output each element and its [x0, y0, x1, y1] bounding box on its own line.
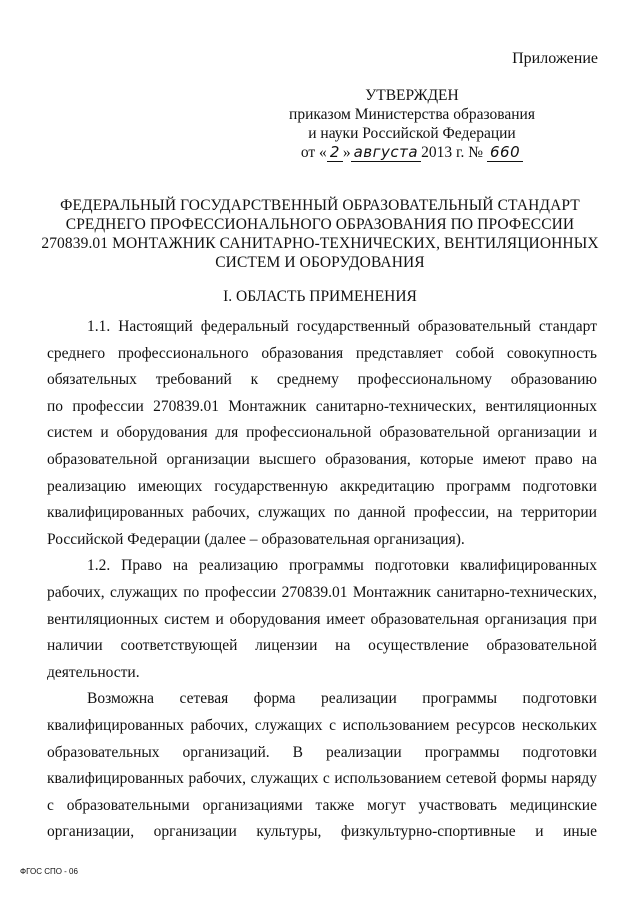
document-title — [38, 196, 602, 272]
section-heading: I. ОБЛАСТЬ ПРИМЕНЕНИЯ — [223, 288, 417, 305]
word: федеральный — [200, 318, 289, 335]
word: медицинские — [509, 796, 597, 814]
word: сетевой — [445, 770, 497, 788]
text-line — [47, 819, 597, 846]
word: право — [534, 450, 573, 468]
text-line — [47, 553, 597, 580]
word: санитарно-технических, — [315, 397, 477, 415]
text-line — [47, 367, 597, 394]
word: организаций. — [182, 743, 270, 761]
word: оборудования — [116, 424, 208, 442]
word: на — [497, 504, 513, 522]
word: наличии — [47, 637, 103, 655]
word: организации — [153, 823, 237, 841]
text-line — [47, 474, 597, 501]
approval-date-line — [282, 143, 542, 162]
word: среднему — [276, 371, 339, 389]
word: Возможна — [87, 690, 155, 708]
approval-block — [282, 86, 542, 162]
word: рабочих, — [190, 716, 249, 734]
word: рабочих, — [188, 770, 247, 788]
word: аккредитацию — [339, 477, 435, 495]
title-line-1: ФЕДЕРАЛЬНЫЙ ГОСУДАРСТВЕННЫЙ ОБРАЗОВАТЕЛЬНЫЙ СТАНДАРТ — [60, 197, 580, 214]
word: при — [572, 610, 597, 628]
word: 1.2. — [87, 557, 111, 575]
word: систем — [47, 424, 93, 442]
word: подготовки — [522, 743, 597, 761]
word: на — [172, 557, 189, 575]
text-line — [47, 394, 597, 421]
word: программы — [424, 743, 500, 761]
word: по — [47, 397, 64, 415]
word: программ — [446, 477, 511, 495]
word: профессии — [72, 397, 144, 415]
approved-label: УТВЕРЖДЕН — [365, 87, 459, 104]
text-line — [47, 686, 597, 713]
word: образовательных — [47, 743, 160, 761]
text-line — [47, 500, 597, 527]
word: Настоящий — [118, 318, 193, 335]
word: рабочих, — [47, 583, 105, 601]
date-quote-close: » — [342, 144, 351, 161]
word: 270839.01 — [281, 583, 348, 601]
word: профессиональному — [357, 371, 492, 389]
title-line-2: СРЕДНЕГО ПРОФЕССИОНАЛЬНОГО ОБРАЗОВАНИЯ ПО ПРОФЕССИИ — [65, 216, 575, 233]
text-line — [47, 314, 597, 341]
title-line-4: СИСТЕМ И ОБОРУДОВАНИЯ — [215, 254, 425, 271]
word: реализацию — [199, 557, 279, 575]
word: организациями — [202, 796, 303, 814]
word: которые — [419, 450, 474, 468]
word: иные — [563, 823, 597, 841]
word: квалифицированных — [47, 504, 184, 522]
word: на — [335, 637, 351, 655]
word: образованию — [510, 371, 597, 389]
word: требований — [155, 371, 232, 389]
word: по — [333, 504, 350, 522]
word: организации — [497, 424, 581, 442]
word: лицензии — [255, 637, 318, 655]
word: могут — [367, 796, 406, 814]
word: сетевая — [179, 690, 229, 708]
word: и — [588, 424, 597, 442]
date-prefix: от « — [300, 144, 327, 161]
word: формы — [501, 770, 547, 788]
text-line — [47, 420, 597, 447]
word: программы — [422, 690, 498, 708]
word: участвовать — [418, 796, 497, 814]
word: служащих — [110, 583, 178, 601]
word: соответствующей — [120, 637, 238, 655]
text-line — [47, 766, 597, 793]
word: с — [322, 770, 330, 788]
word: реализацию — [47, 477, 127, 495]
word: квалифицированных — [47, 770, 184, 788]
word: профессии, — [413, 504, 490, 522]
word: ресурсов — [456, 716, 516, 734]
word: В — [292, 743, 303, 761]
word: имеют — [482, 450, 526, 468]
text-line — [47, 713, 597, 740]
word: государственный — [296, 318, 410, 335]
text-line — [47, 740, 597, 767]
paragraph-1-1 — [47, 314, 597, 553]
document-body — [47, 314, 597, 846]
appendix-label: Приложение — [512, 50, 598, 67]
word: служащих — [250, 770, 319, 788]
word: и — [100, 424, 109, 442]
word: собой — [455, 344, 495, 362]
word: подготовки — [374, 557, 450, 575]
word: использованием — [334, 770, 442, 788]
handwritten-number: 660 — [487, 143, 523, 162]
text-line — [47, 633, 597, 660]
word: образовательный — [417, 318, 531, 335]
word: и — [535, 823, 544, 841]
word: 1.1. — [87, 318, 111, 335]
word: имеет — [326, 610, 365, 628]
word: образовательная — [370, 610, 480, 628]
word: данной — [358, 504, 406, 522]
word: культуры, — [256, 823, 322, 841]
word: квалифицированных — [460, 557, 597, 575]
word: осуществление — [368, 637, 469, 655]
word: высшего — [258, 450, 316, 468]
word: подготовки — [522, 690, 597, 708]
word: профессионального — [117, 344, 249, 362]
word: подготовки — [522, 477, 597, 495]
title-line-3: 270839.01 МОНТАЖНИК САНИТАРНО-ТЕХНИЧЕСКИХ, ВЕНТИЛЯЦИОННЫХ — [41, 235, 599, 252]
word: территории — [520, 504, 597, 522]
word: Монтажник — [228, 397, 307, 415]
word: на — [581, 450, 597, 468]
word: образовательными — [66, 796, 190, 814]
word: организации — [166, 450, 250, 468]
word: по — [183, 583, 200, 601]
word: к — [250, 371, 259, 389]
word: и — [215, 610, 224, 628]
word: наряду — [551, 770, 597, 788]
word: образования, — [325, 450, 411, 468]
word: среднего — [47, 344, 106, 362]
word: форма — [253, 690, 296, 708]
text-line: деятельности. — [47, 663, 140, 681]
word: систем — [164, 610, 210, 628]
word: использованием — [342, 716, 450, 734]
handwritten-month: августа — [351, 143, 421, 162]
word: для — [215, 424, 239, 442]
approval-line-2: и науки Российской Федерации — [308, 125, 516, 142]
word: служащих — [254, 716, 323, 734]
word: образовательной — [486, 637, 597, 655]
word: организации, — [47, 823, 135, 841]
word: рабочих, — [192, 504, 250, 522]
word: образовательной — [47, 450, 158, 468]
approval-line-1: приказом Министерства образования — [289, 106, 535, 123]
word: реализации — [325, 743, 402, 761]
word: совокупность — [506, 344, 597, 362]
text-line — [47, 341, 597, 368]
text-line — [47, 793, 597, 820]
word: Право — [121, 557, 162, 575]
word: с — [329, 716, 336, 734]
word: профессиональной — [246, 424, 372, 442]
word: санитарно-технических, — [436, 583, 597, 601]
word: стандарт — [538, 318, 597, 335]
word: образования — [261, 344, 344, 362]
word: реализации — [321, 690, 397, 708]
footer-code: ФГОС СПО - 06 — [20, 867, 78, 876]
word: квалифицированных — [47, 716, 184, 734]
word: вентиляционных — [47, 610, 159, 628]
word: обязательных — [47, 371, 137, 389]
text-line — [47, 447, 597, 474]
word: вентиляционных — [485, 397, 597, 415]
word: также — [315, 796, 355, 814]
word: физкультурно-спортивные — [340, 823, 516, 841]
text-line — [47, 580, 597, 607]
paragraph-network-form — [47, 686, 597, 846]
word: государственную — [214, 477, 329, 495]
word: оборудования — [229, 610, 321, 628]
word: нескольких — [521, 716, 597, 734]
word: представляет — [355, 344, 443, 362]
text-line: Российской Федерации (далее – образовательная организация). — [47, 530, 465, 548]
date-year: 2013 г. № — [421, 144, 484, 161]
word: образовательной — [379, 424, 490, 442]
word: Монтажник — [352, 583, 432, 601]
word: с — [47, 796, 54, 814]
word: имеющих — [137, 477, 203, 495]
word: организация — [484, 610, 567, 628]
word: служащих — [257, 504, 326, 522]
word: профессии — [204, 583, 277, 601]
paragraph-1-2 — [47, 553, 597, 686]
word: программы — [288, 557, 364, 575]
word: 270839.01 — [153, 397, 219, 415]
handwritten-day: 2 — [327, 143, 343, 162]
text-line — [47, 607, 597, 634]
